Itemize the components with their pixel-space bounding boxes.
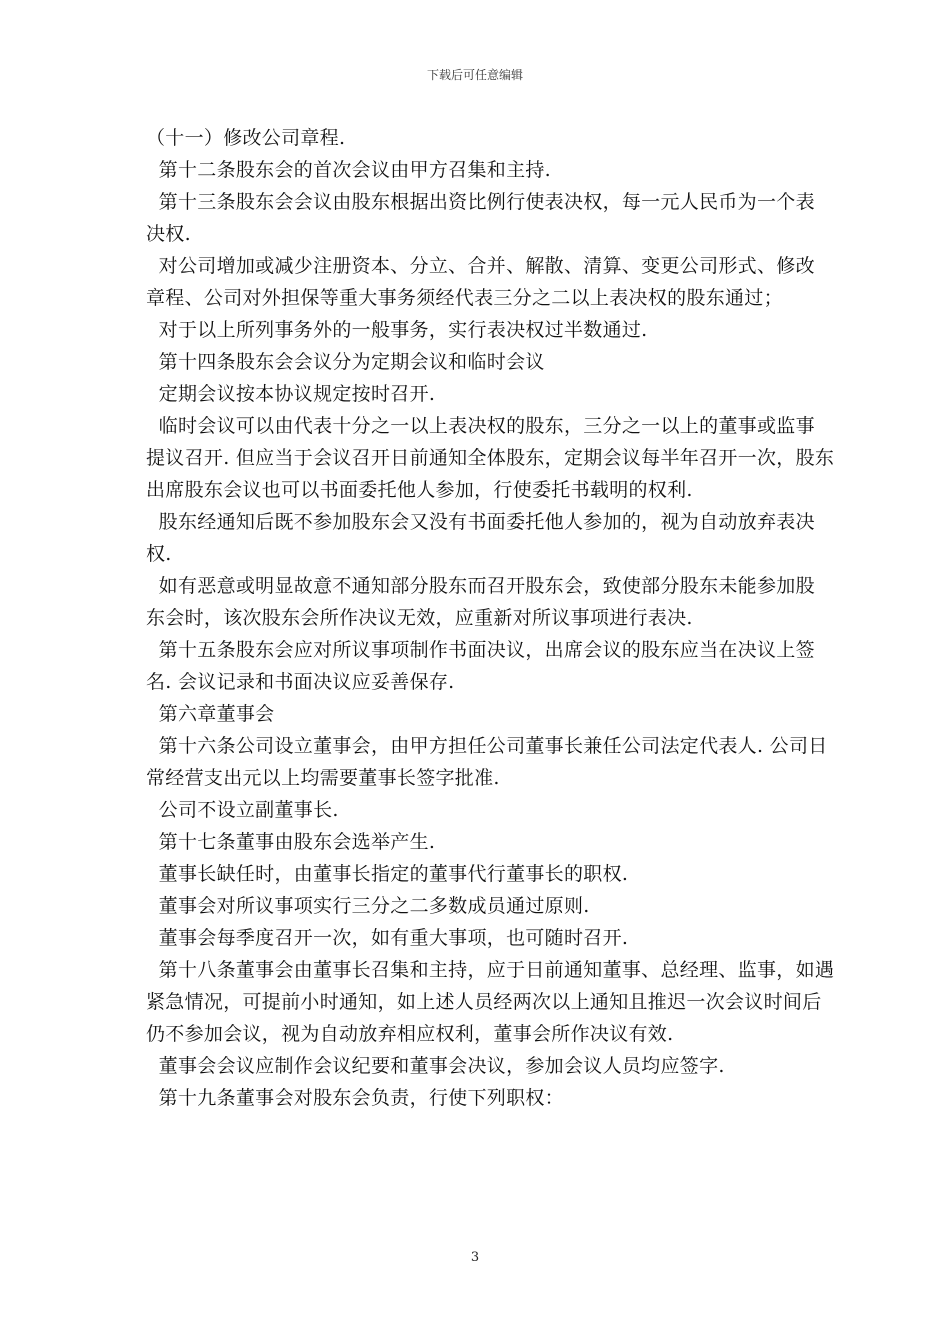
document-body bbox=[146, 122, 835, 1114]
page-number: 3 bbox=[470, 1250, 480, 1265]
text-line: 第十五条股东会应对所议事项制作书面决议，出席会议的股东应当在决议上签 bbox=[146, 639, 815, 661]
text-line: 紧急情况，可提前小时通知，如上述人员经两次以上通知且推迟一次会议时间后 bbox=[146, 991, 822, 1013]
text-line: 权. bbox=[146, 543, 172, 565]
text-line: 第十八条董事会由董事长召集和主持，应于日前通知董事、总经理、监事，如遇 bbox=[146, 959, 835, 981]
text-line: 章程、公司对外担保等重大事务须经代表三分之二以上表决权的股东通过； bbox=[146, 287, 783, 309]
text-line: 对公司增加或减少注册资本、分立、合并、解散、清算、变更公司形式、修改 bbox=[146, 255, 815, 277]
text-line: 常经营支出元以上均需要董事长签字批准. bbox=[146, 767, 500, 789]
text-line: 东会时，该次股东会所作决议无效，应重新对所议事项进行表决. bbox=[146, 607, 693, 629]
text-line: 第十六条公司设立董事会，由甲方担任公司董事长兼任公司法定代表人. 公司日 bbox=[146, 735, 828, 757]
text-line: 决权. bbox=[146, 223, 191, 245]
text-line: 出席股东会议也可以书面委托他人参加，行使委托书载明的权利. bbox=[146, 479, 693, 501]
text-line: 提议召开. 但应当于会议召开日前通知全体股东，定期会议每半年召开一次，股东 bbox=[146, 447, 835, 469]
text-line: 如有恶意或明显故意不通知部分股东而召开股东会，致使部分股东未能参加股 bbox=[146, 575, 815, 597]
text-line: 第十九条董事会对股东会负责，行使下列职权： bbox=[146, 1087, 564, 1109]
text-line: 股东经通知后既不参加股东会又没有书面委托他人参加的，视为自动放弃表决 bbox=[146, 511, 815, 533]
text-line: 董事会会议应制作会议纪要和董事会决议，参加会议人员均应签字. bbox=[146, 1055, 725, 1077]
text-line: 第十三条股东会会议由股东根据出资比例行使表决权，每一元人民币为一个表 bbox=[146, 191, 815, 213]
text-line: 定期会议按本协议规定按时召开. bbox=[146, 383, 436, 405]
text-line: （十一）修改公司章程. bbox=[146, 127, 346, 149]
text-line: 名. 会议记录和书面决议应妥善保存. bbox=[146, 671, 455, 693]
page-header: 下载后可任意编辑 bbox=[426, 68, 523, 82]
text-line: 仍不参加会议，视为自动放弃相应权利，董事会所作决议有效. bbox=[146, 1023, 674, 1045]
text-line: 董事会每季度召开一次，如有重大事项，也可随时召开. bbox=[146, 927, 629, 949]
text-line: 第十七条董事由股东会选举产生. bbox=[146, 831, 436, 853]
text-line: 对于以上所列事务外的一般事务，实行表决权过半数通过. bbox=[146, 319, 648, 341]
text-line: 第十二条股东会的首次会议由甲方召集和主持. bbox=[146, 159, 552, 181]
text-line: 董事长缺任时，由董事长指定的董事代行董事长的职权. bbox=[146, 863, 629, 885]
text-line: 临时会议可以由代表十分之一以上表决权的股东，三分之一以上的董事或监事 bbox=[146, 415, 815, 437]
text-line: 公司不设立副董事长. bbox=[146, 799, 339, 821]
text-line: 第六章董事会 bbox=[146, 703, 275, 725]
text-line: 第十四条股东会会议分为定期会议和临时会议 bbox=[146, 351, 545, 373]
text-line: 董事会对所议事项实行三分之二多数成员通过原则. bbox=[146, 895, 590, 917]
